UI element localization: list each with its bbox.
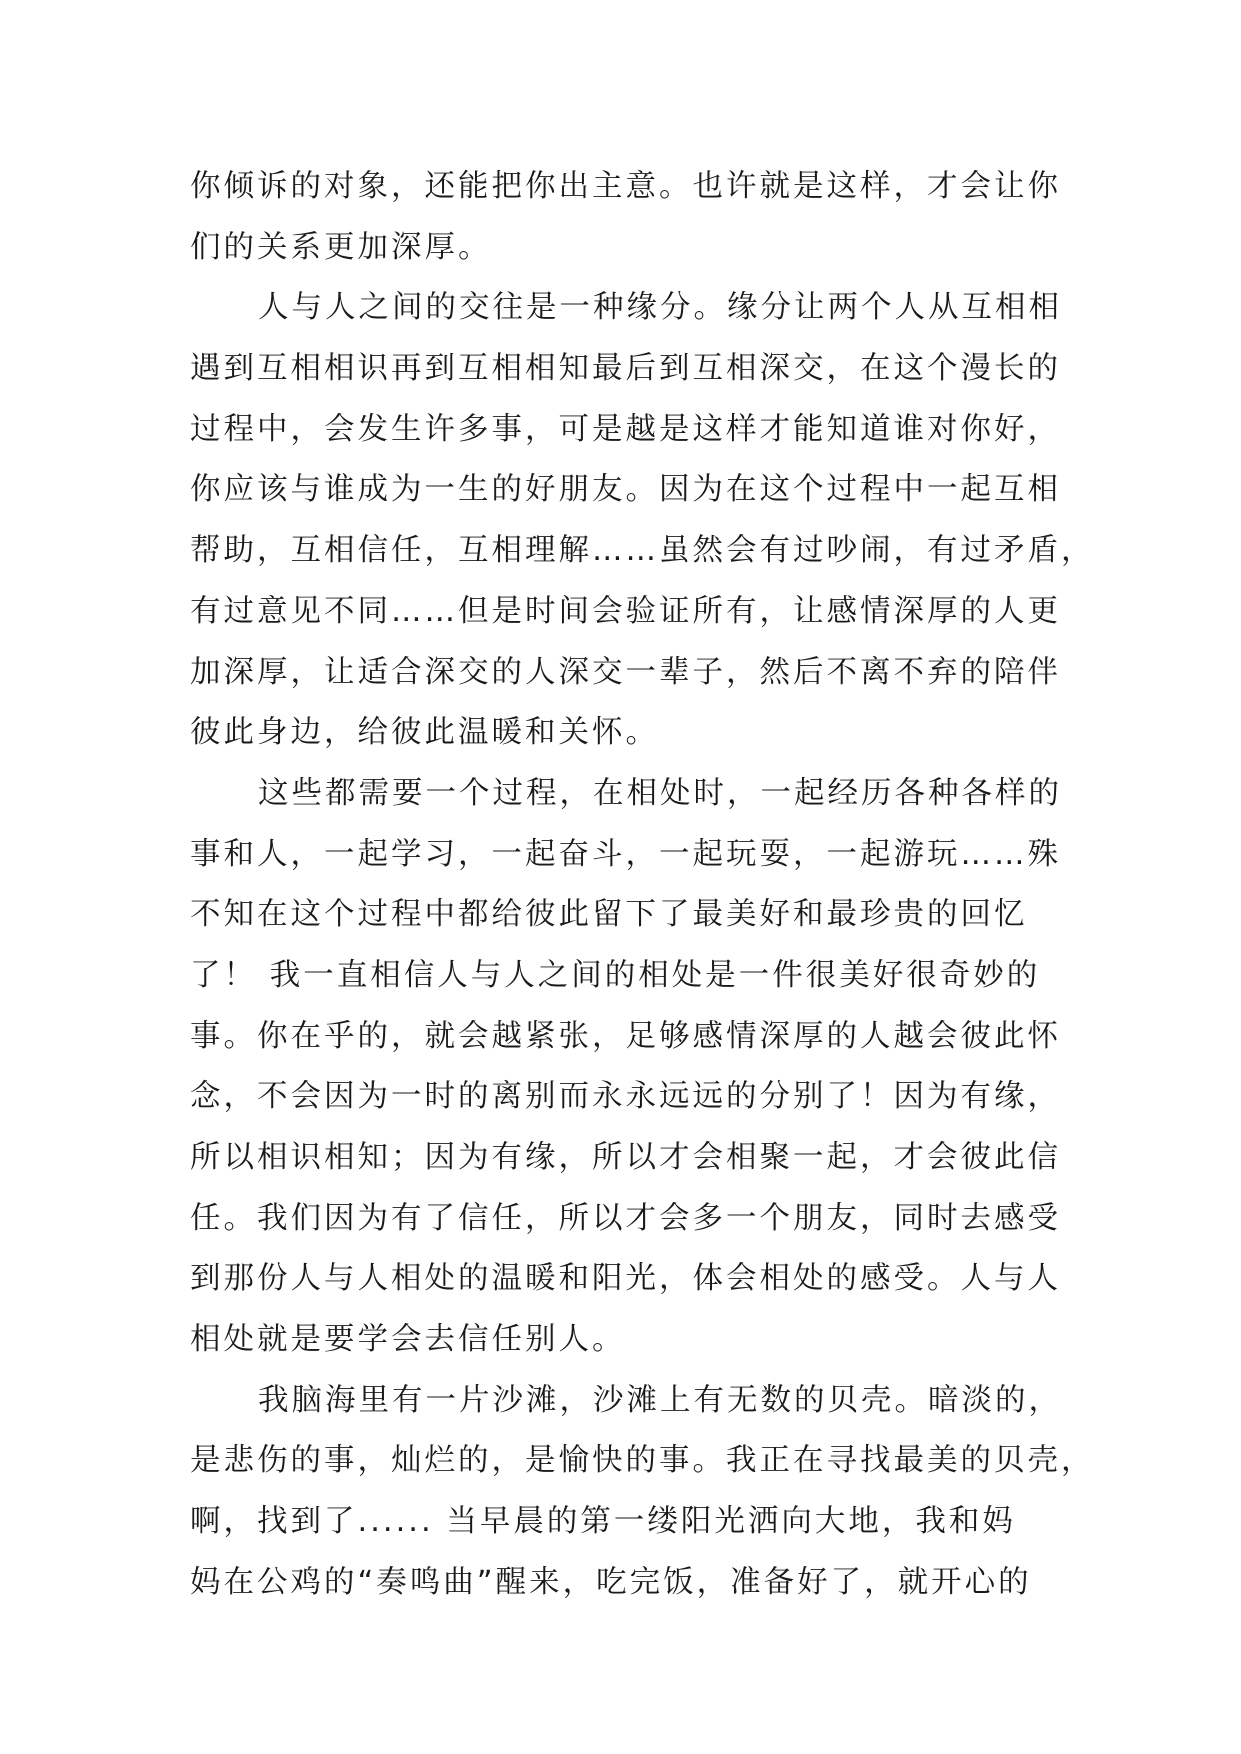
- body-text: [190, 157, 1095, 1614]
- text-line: 你应该与谁成为一生的好朋友。因为在这个过程中一起互相: [190, 472, 1061, 508]
- text-line: 彼此身边，给彼此温暖和关怀。: [190, 715, 659, 751]
- text-line: 是悲伤的事，灿烂的，是愉快的事。我正在寻找最美的贝壳，: [190, 1443, 1095, 1479]
- text-line: 事。你在乎的，就会越紧张，足够感情深厚的人越会彼此怀: [190, 1018, 1061, 1054]
- text-line: 不知在这个过程中都给彼此留下了最美好和最珍贵的回忆: [190, 897, 1028, 933]
- text-line: 念，不会因为一时的离别而永永远远的分别了！因为有缘，: [190, 1079, 1061, 1115]
- text-line: 相处就是要学会去信任别人。: [190, 1322, 626, 1358]
- text-line: 加深厚，让适合深交的人深交一辈子，然后不离不弃的陪伴: [190, 654, 1061, 690]
- text-line: 帮助，互相信任，互相理解……虽然会有过吵闹，有过矛盾，: [190, 533, 1095, 569]
- text-line: 妈在公鸡的“奏鸣曲”醒来，吃完饭，准备好了，就开心的: [190, 1564, 1032, 1600]
- text-line: 啊，找到了...... 当早晨的第一缕阳光洒向大地，我和妈: [190, 1504, 1016, 1540]
- text-line: 遇到互相相识再到互相相知最后到互相深交，在这个漫长的: [190, 351, 1061, 387]
- text-line: 过程中，会发生许多事，可是越是这样才能知道谁对你好，: [190, 411, 1061, 447]
- text-line: 任。我们因为有了信任，所以才会多一个朋友，同时去感受: [190, 1200, 1061, 1236]
- text-line: 了！ 我一直相信人与人之间的相处是一件很美好很奇妙的: [190, 957, 1041, 993]
- paragraph-first-line: 我脑海里有一片沙滩，沙滩上有无数的贝壳。暗淡的，: [258, 1382, 1062, 1418]
- text-line: 们的关系更加深厚。: [190, 229, 492, 265]
- text-line: 事和人，一起学习，一起奋斗，一起玩耍，一起游玩……殊: [190, 836, 1061, 872]
- text-line: 到那份人与人相处的温暖和阳光，体会相处的感受。人与人: [190, 1261, 1061, 1297]
- text-line: 你倾诉的对象，还能把你出主意。也许就是这样，才会让你: [190, 169, 1061, 204]
- paragraph-first-line: 这些都需要一个过程，在相处时，一起经历各种各样的: [258, 775, 1062, 811]
- text-line: 有过意见不同……但是时间会验证所有，让感情深厚的人更: [190, 593, 1061, 629]
- paragraph-first-line: 人与人之间的交往是一种缘分。缘分让两个人从互相相: [258, 290, 1062, 326]
- text-line: 所以相识相知；因为有缘，所以才会相聚一起，才会彼此信: [190, 1140, 1061, 1175]
